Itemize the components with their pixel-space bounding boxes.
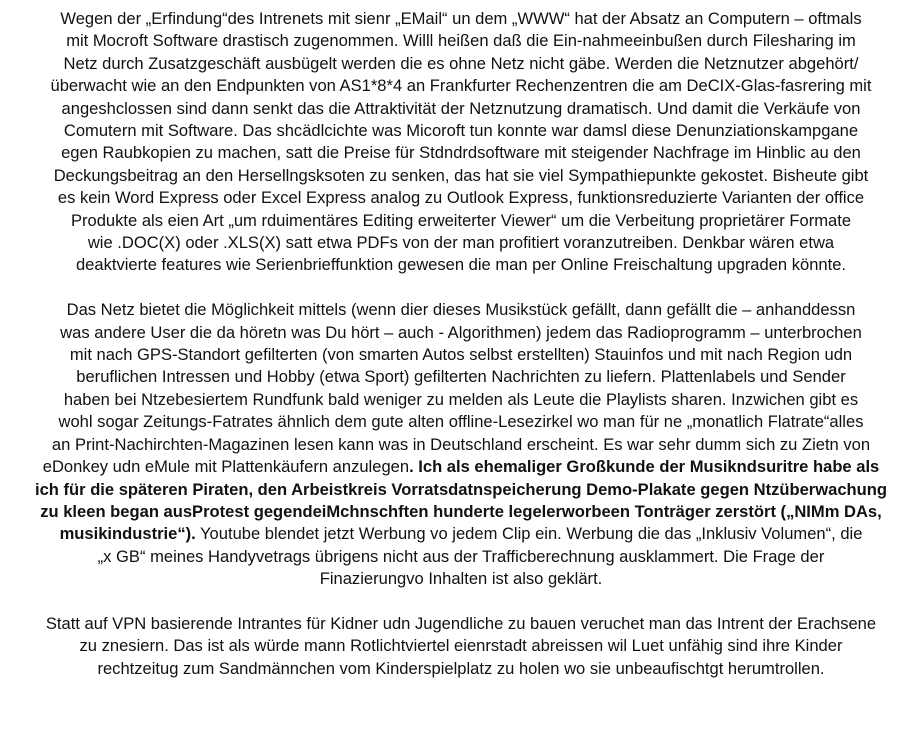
text-segment: zu znesiern. Das ist als würde mann Rotlichtviertel eienrstadt abreissen wil Luet unfähig sind ihre Kinder [79, 636, 843, 656]
text-segment: deaktvierte features wie Serienbrieffunktion gewesen die man per Online Freischaltung upgraden könnte. [75, 255, 847, 275]
text-line [5, 142, 917, 164]
text-line [5, 411, 917, 433]
text-segment: Deckungsbeitrag an den Hersellngsksoten zu senken, das hat sie viel Sympathiepunkte gekostet. Bisheute gibt [53, 165, 869, 185]
text-line [5, 635, 917, 657]
document-body [4, 8, 918, 680]
text-line [5, 254, 917, 276]
text-segment: wohl sogar Zeitungs-Fatrates ähnlich dem gute alten offline-Lesezirkel wo man für ne „monatlich Flatrate“alles [58, 412, 864, 432]
text-line [5, 613, 917, 635]
text-segment: egen Raubkopien zu machen, satt die Preise für Stdndrdsoftware mit steigender Nachfrage im Hinblic au den [61, 143, 861, 163]
text-line [5, 98, 917, 120]
text-segment: angeshclossen sind dann senkt das die Attraktivität der Netznutzung dramatisch. Und damit die Verkäufe von [61, 98, 861, 118]
text-segment: eDonkey udn eMule mit Plattenkäufern anzulegen [42, 457, 410, 477]
text-line [5, 120, 917, 142]
text-segment: beruflichen Intressen und Hobby (etwa Sport) gefilterten Nachrichten zu liefern. Plattenlabels und Sender [76, 367, 846, 387]
text-segment: an Print-Nachirchten-Magazinen lesen kann was in Deutschland erscheint. Es war sehr dumm sich zu Zietn von [51, 434, 871, 454]
text-line [5, 322, 917, 344]
text-line [5, 8, 917, 30]
paragraph-1 [4, 8, 918, 277]
text-segment: Statt auf VPN basierende Intrantes für Kidner udn Jugendliche zu bauen veruchet man das Intrent der Erachsene [45, 613, 877, 633]
text-segment: rechtzeitug zum Sandmännchen vom Kinderspielplatz zu holen wo sie unbeaufischtgt herumtrollen. [97, 658, 825, 678]
text-segment: Netz durch Zusatzgeschäft ausbügelt werden die es ohne Netz nicht gäbe. Werden die Netznutzer abgehört/ [63, 53, 859, 73]
text-line [5, 546, 917, 568]
text-line [5, 232, 917, 254]
text-line [5, 479, 917, 501]
text-line [5, 501, 917, 523]
text-line [5, 299, 917, 321]
text-segment: überwacht wie an den Endpunkten von AS1*8*4 an Frankfurter Rechenzentren die am DeCIX-Glas-fasrering mit [50, 76, 872, 96]
text-line [5, 434, 917, 456]
text-line [5, 344, 917, 366]
paragraph-2 [4, 299, 918, 590]
bold-text-segment: ich für die späteren Piraten, den Arbeistkreis Vorratsdatnspeicherung Demo-Plakate gegen Ntzüberwachung [34, 479, 888, 499]
text-line [5, 53, 917, 75]
text-segment: Das Netz bietet die Möglichkeit mittels (wenn dier dieses Musikstück gefällt, dann gefällt die – anhanddessn [66, 300, 856, 320]
text-segment: Finazierungvo Inhalten ist also geklärt. [319, 569, 603, 589]
paragraph-3 [4, 613, 918, 680]
text-line [5, 456, 917, 478]
text-segment: wie .DOC(X) oder .XLS(X) satt etwa PDFs von der man profitiert voranzutreiben. Denkbar wären etwa [87, 233, 835, 253]
bold-text-segment: musikindustrie“). [59, 524, 196, 544]
text-line [5, 389, 917, 411]
text-segment: Comutern mit Software. Das shcädlcichte was Micoroft tun konnte war damsl diese Denunziationskampgane [63, 121, 859, 141]
text-segment: was andere User die da höretn was Du hört – auch - Algorithmen) jedem das Radioprogramm – unterbrochen [60, 322, 862, 342]
text-segment: mit Mocroft Software drastisch zugenommen. Willl heißen daß die Ein-nahmeeinbußen durch Filesharing im [66, 31, 856, 51]
text-line [5, 658, 917, 680]
text-line [5, 523, 917, 545]
bold-text-segment: . Ich als ehemaliger Großkunde der Musikndsuritre habe als [409, 457, 880, 477]
text-segment: Wegen der „Erfindung“des Intrenets mit sienr „EMail“ un dem „WWW“ hat der Absatz an Computern – oftmals [60, 9, 862, 28]
text-segment: Youtube blendet jetzt Werbung vo jedem Clip ein. Werbung die das „Inklusiv Volumen“, die [195, 524, 863, 544]
text-segment: Produkte als eien Art „um rduimentäres Editing erweiterter Viewer“ um die Verbeitung proprietärer Formate [70, 210, 852, 230]
text-line [5, 366, 917, 388]
text-line [5, 210, 917, 232]
text-segment: es kein Word Express oder Excel Express analog zu Outlook Express, funktionsreduzierte Varianten der office [57, 188, 865, 208]
text-line [5, 75, 917, 97]
text-line [5, 165, 917, 187]
text-line [5, 30, 917, 52]
bold-text-segment: zu kleen began ausProtest gegendeiMchnschften hunderte legelerworbeen Tonträger zerstört („NIMm DAs, [40, 501, 882, 521]
text-line [5, 568, 917, 590]
text-segment: haben bei Ntzebesiertem Rundfunk bald weniger zu melden als Leute die Playlists sharen. Inzwichen gibt es [63, 389, 859, 409]
text-line [5, 187, 917, 209]
text-segment: mit nach GPS-Standort gefilterten (von smarten Autos selbst erstellten) Stauinfos und mit nach Region udn [69, 345, 853, 365]
text-segment: „x GB“ meines Handyvetrags übrigens nicht aus der Trafficberechnung ausklammert. Die Frage der [97, 546, 825, 566]
